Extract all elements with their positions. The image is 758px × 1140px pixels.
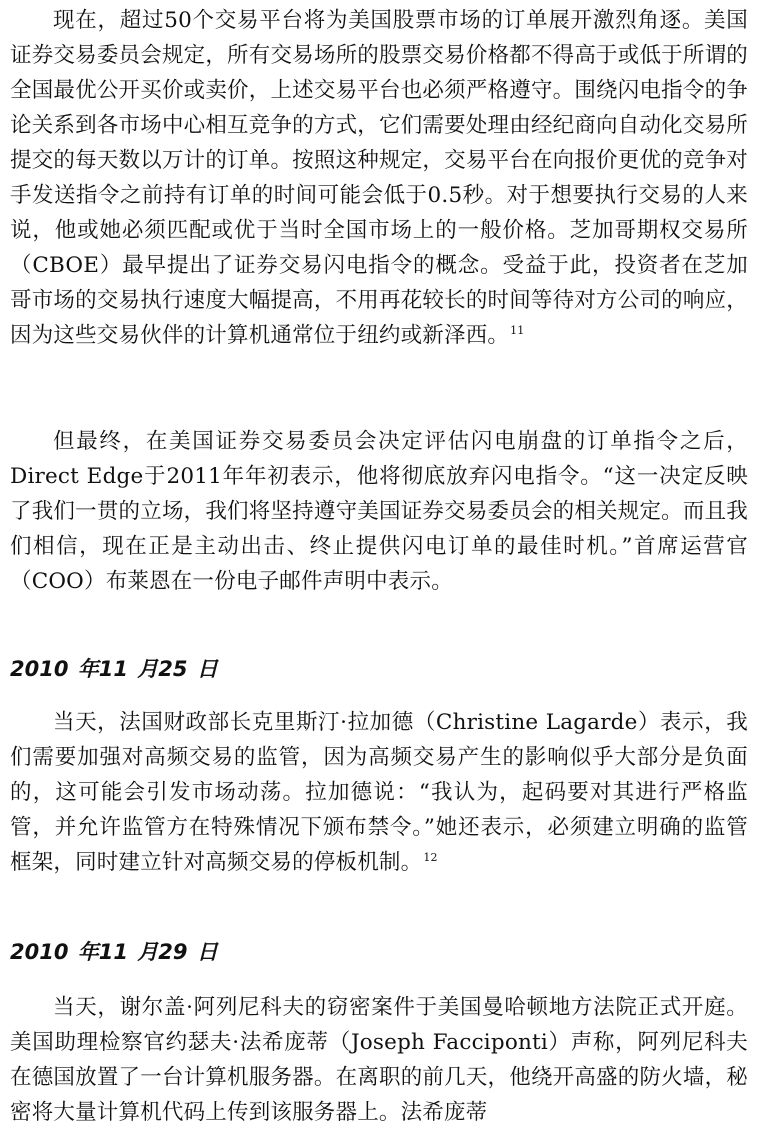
body-paragraph [10,990,748,1130]
paragraph-text: 当天，法国财政部长克里斯汀·拉加德（Christine Lagarde）表示，我们需要加强对高频交易的监管，因为高频交易产生的影响似乎大部分是负面的，这可能会引发市场动荡。拉加德说：“我认为，起码要对其进行严格监管，并允许监管方在特殊情况下颁布禁令。”她还表示，必须建立明确的监管框架，同时建立针对高频交易的停板机制。 [10,710,748,875]
body-paragraph [10,3,748,353]
footnote-marker: 12 [423,850,438,864]
paragraph-text: 但最终，在美国证券交易委员会决定评估闪电崩盘的订单指令之后，Direct Edge于2011年年初表示，他将彻底放弃闪电指令。“这一决定反映了我们一贯的立场，我们将坚持遵守美国证券交易委员会的相关规定。而且我们相信，现在正是主动出击、终止提供闪电订单的最佳时机。”首席运营官（COO）布莱恩在一份电子邮件声明中表示。 [10,429,748,594]
date-heading: 2010 年11 月29 日 [10,940,218,964]
paragraph-text: 现在，超过50个交易平台将为美国股票市场的订单展开激烈角逐。美国证券交易委员会规定，所有交易场所的股票交易价格都不得高于或低于所谓的全国最优公开买价或卖价，上述交易平台也必须严格遵守。围绕闪电指令的争论关系到各市场中心相互竞争的方式，它们需要处理由经纪商向自动化交易所提交的每天数以万计的订单。按照这种规定，交易平台在向报价更优的竞争对手发送指令之前持有订单的时间可能会低于0.5秒。对于想要执行交易的人来说，他或她必须匹配或优于当时全国市场上的一般价格。芝加哥期权交易所（CBOE）最早提出了证券交易闪电指令的概念。受益于此，投资者在芝加哥市场的交易执行速度大幅提高，不用再花较长的时间等待对方公司的响应，因为这些交易伙伴的计算机通常位于纽约或新泽西。 [10,8,748,348]
body-paragraph [10,424,748,599]
body-paragraph [10,705,748,880]
footnote-marker: 11 [510,323,525,337]
paragraph-text: 当天，谢尔盖·阿列尼科夫的窃密案件于美国曼哈顿地方法院正式开庭。美国助理检察官约瑟夫·法希庞蒂（Joseph Facciponti）声称，阿列尼科夫在德国放置了一台计算机服务器。在离职的前几天，他绕开高盛的防火墙，秘密将大量计算机代码上传到该服务器上。法希庞蒂 [10,995,748,1125]
date-heading: 2010 年11 月25 日 [10,657,218,681]
